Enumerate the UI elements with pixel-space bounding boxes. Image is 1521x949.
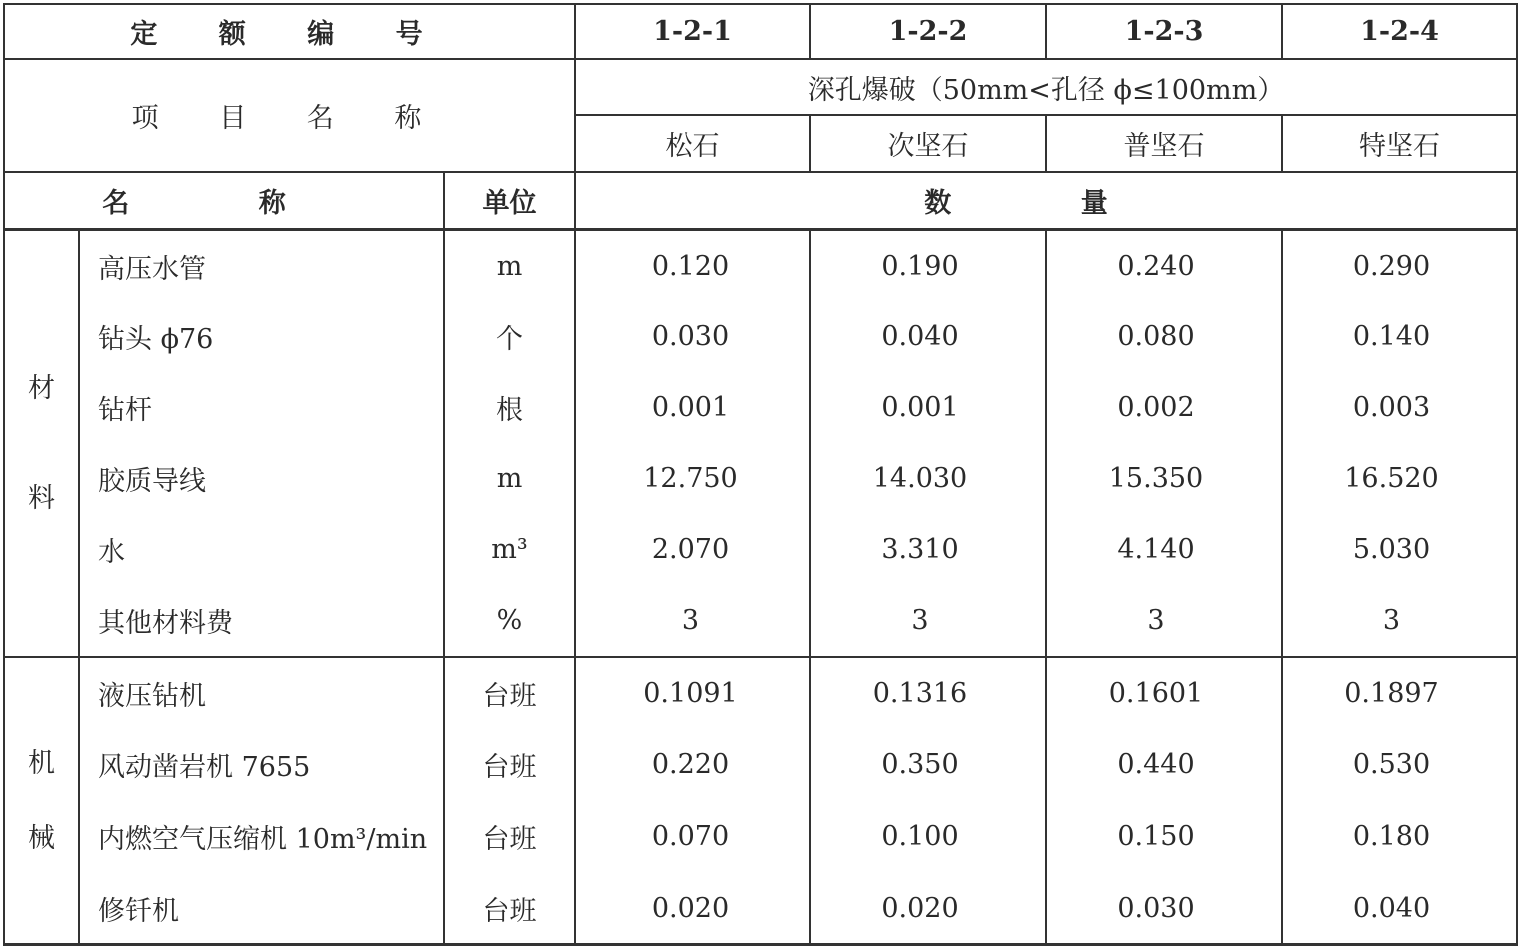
rock-type: 次坚石 — [887, 131, 969, 162]
category-materials-2: 料 — [28, 482, 55, 514]
item-name: 其他材料费 — [98, 608, 233, 639]
item-name: 修钎机 — [98, 896, 179, 927]
item-unit: 台班 — [482, 824, 537, 855]
item-unit: 台班 — [482, 896, 537, 927]
item-value: 0.530 — [1352, 749, 1431, 780]
code-cell: 1-2-1 — [653, 16, 732, 47]
item-value: 0.030 — [1117, 893, 1195, 924]
item-value: 3.310 — [881, 534, 959, 565]
quota-code-label-text: 定 额 编 号 — [130, 19, 449, 50]
item-value: 0.040 — [881, 321, 959, 352]
item-value: 0.001 — [651, 392, 730, 423]
item-name: 水 — [98, 537, 125, 568]
unit-label: 单位 — [482, 188, 537, 219]
category-machinery-1: 机 — [28, 747, 55, 779]
item-unit: 个 — [496, 324, 523, 355]
item-unit: m³ — [491, 534, 528, 565]
item-name: 钻头 ϕ76 — [98, 324, 214, 355]
item-name: 液压钻机 — [98, 681, 206, 712]
item-value: 3 — [911, 605, 929, 636]
item-unit: m — [496, 251, 523, 282]
item-value: 0.080 — [1117, 321, 1195, 352]
item-value: 0.1091 — [643, 678, 738, 709]
item-value: 0.100 — [881, 821, 959, 852]
item-value: 14.030 — [872, 463, 968, 494]
quantity-label — [576, 173, 1516, 228]
item-value: 0.040 — [1352, 893, 1431, 924]
item-value: 0.240 — [1117, 251, 1195, 282]
group-title: 深孔爆破（50mm<孔径 ϕ≤100mm） — [807, 74, 1285, 106]
item-value: 5.030 — [1352, 534, 1431, 565]
category-machinery-2: 械 — [28, 822, 55, 854]
item-name: 胶质导线 — [98, 466, 206, 497]
item-value: 3 — [1382, 605, 1401, 636]
item-name: 内燃空气压缩机 10m³/min — [98, 824, 428, 855]
item-name: 高压水管 — [98, 254, 206, 285]
item-value: 0.120 — [651, 251, 730, 282]
item-value: 0.1316 — [872, 678, 968, 709]
item-value: 12.750 — [643, 463, 738, 494]
item-name-label-text: 项 目 名 称 — [131, 103, 448, 134]
quantity-label-text: 数 量 — [924, 188, 1168, 219]
item-value: 2.070 — [651, 534, 730, 565]
item-value: 0.002 — [1117, 392, 1195, 423]
category-materials-1: 材 — [28, 372, 55, 404]
item-value: 0.020 — [651, 893, 730, 924]
item-value: 0.001 — [881, 392, 959, 423]
rule-right — [1516, 3, 1518, 946]
rock-type: 普坚石 — [1123, 131, 1205, 162]
code-cell: 1-2-3 — [1124, 16, 1204, 47]
item-value: 3 — [1147, 605, 1165, 636]
item-value: 0.1897 — [1344, 678, 1439, 709]
item-name: 钻杆 — [98, 395, 152, 426]
item-value: 0.140 — [1352, 321, 1431, 352]
code-cell: 1-2-2 — [888, 16, 968, 47]
item-value: 0.220 — [651, 749, 730, 780]
item-unit: 根 — [496, 395, 523, 426]
item-unit: 台班 — [482, 681, 537, 712]
item-value: 4.140 — [1117, 534, 1195, 565]
item-value: 0.003 — [1352, 392, 1431, 423]
item-value: 0.150 — [1117, 821, 1195, 852]
code-cell: 1-2-4 — [1360, 16, 1439, 47]
item-name-label — [5, 60, 574, 171]
rock-type: 特坚石 — [1359, 131, 1440, 162]
item-value: 0.190 — [881, 251, 959, 282]
item-value: 0.070 — [651, 821, 730, 852]
item-value: 0.350 — [881, 749, 959, 780]
quota-code-label — [5, 5, 574, 58]
item-unit: % — [496, 605, 523, 636]
item-name: 风动凿岩机 7655 — [98, 752, 311, 783]
name-label-text: 名 称 — [102, 188, 346, 219]
item-unit: m — [496, 463, 523, 494]
name-label — [5, 173, 443, 228]
item-value: 15.350 — [1108, 463, 1204, 494]
item-value: 3 — [681, 605, 700, 636]
item-value: 0.290 — [1352, 251, 1431, 282]
item-value: 0.020 — [881, 893, 959, 924]
item-unit: 台班 — [482, 752, 537, 783]
item-value: 0.180 — [1352, 821, 1431, 852]
rock-type: 松石 — [665, 131, 720, 162]
item-value: 0.1601 — [1108, 678, 1204, 709]
item-value: 0.030 — [651, 321, 730, 352]
item-value: 16.520 — [1344, 463, 1439, 494]
item-value: 0.440 — [1117, 749, 1195, 780]
